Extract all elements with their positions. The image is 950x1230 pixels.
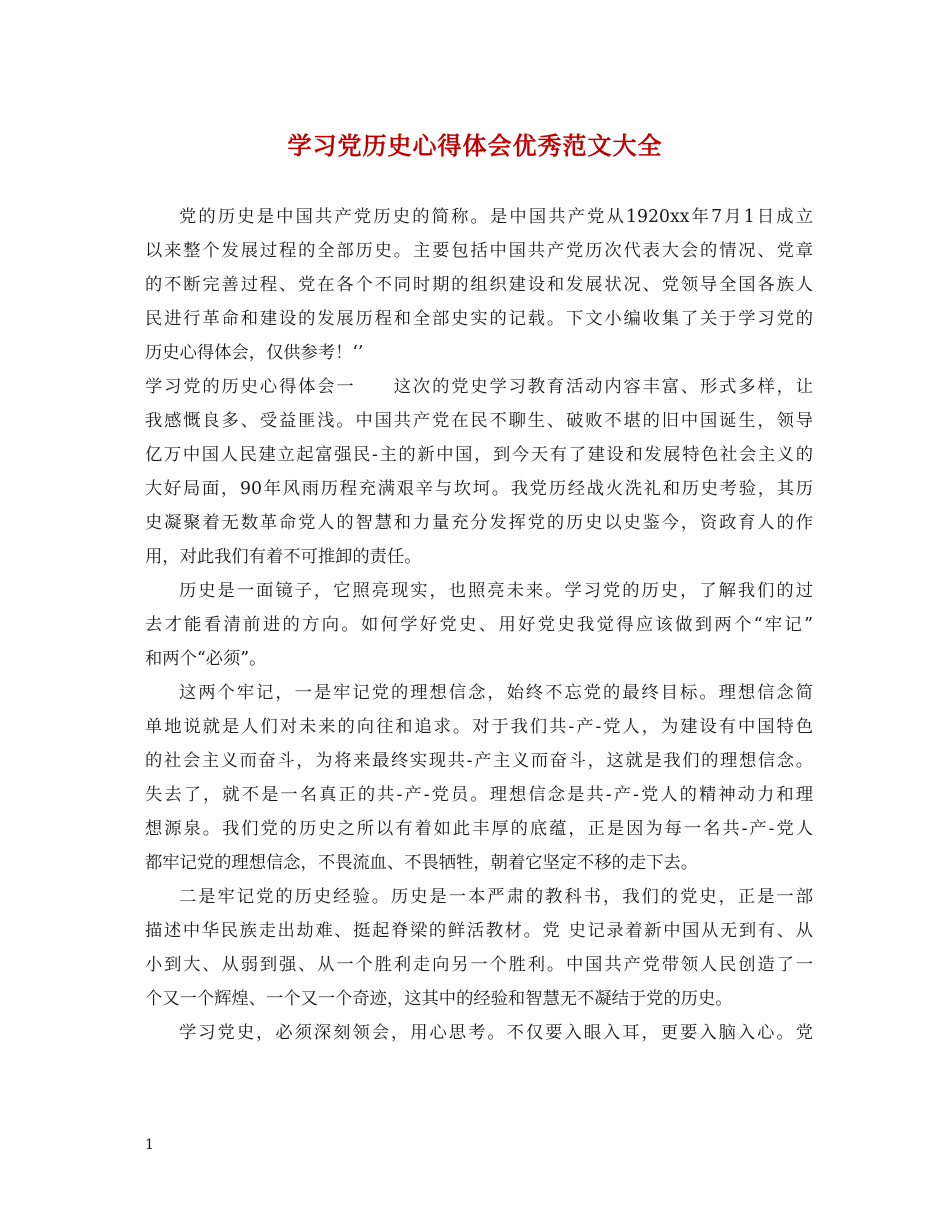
document-title: 学习党历史心得体会优秀范文大全	[287, 131, 663, 160]
paragraph-line: 民进行革命和建设的发展历程和全部史实的记载。下文小编收集了关于学习党的	[145, 309, 813, 329]
paragraph-line: 描述中华民族走出劫难、挺起脊梁的鲜活教材。党 史记录着新中国从无到有、从	[145, 921, 813, 941]
paragraph-line: 学习党的历史心得体会一 这次的党史学习教育活动内容丰富、形式多样，让	[145, 377, 813, 397]
paragraph-line: 这两个牢记，一是牢记党的理想信念，始终不忘党的最终目标。理想信念简	[179, 683, 813, 703]
paragraph-line: 和两个“必须”。	[145, 649, 267, 669]
page-number: 1	[145, 1137, 154, 1153]
paragraph-line: 学习党史，必须深刻领会，用心思考。不仅要入眼入耳，更要入脑入心。党	[179, 1023, 813, 1043]
paragraph-line: 历史心得体会，仅供参考！‘’	[145, 343, 364, 363]
paragraph-line: 史凝聚着无数革命党人的智慧和力量充分发挥党的历史以史鉴今，资政育人的作	[145, 513, 813, 533]
paragraph-line: 用，对此我们有着不可推卸的责任。	[145, 547, 422, 567]
paragraph-line: 党的历史是中国共产党历史的简称。是中国共产党从1920xx年7月1日成立	[179, 207, 813, 227]
paragraph-line: 失去了，就不是一名真正的共-产-党员。理想信念是共-产-党人的精神动力和理	[145, 785, 813, 805]
paragraph-line: 想源泉。我们党的历史之所以有着如此丰厚的底蕴，正是因为每一名共-产-党人	[145, 819, 813, 839]
paragraph-line: 都牢记党的理想信念，不畏流血、不畏牺牲，朝着它坚定不移的走下去。	[145, 853, 699, 873]
paragraph-line: 历史是一面镜子，它照亮现实，也照亮未来。学习党的历史，了解我们的过	[179, 581, 813, 601]
paragraph-line: 以来整个发展过程的全部历史。主要包括中国共产党历次代表大会的情况、党章	[145, 241, 813, 261]
paragraph-line: 大好局面，90年风雨历程充满艰辛与坎坷。我党历经战火洗礼和历史考验，其历	[145, 479, 813, 499]
paragraph-line: 我感慨良多、受益匪浅。中国共产党在民不聊生、破败不堪的旧中国诞生，领导	[145, 411, 813, 431]
paragraph-line: 二是牢记党的历史经验。历史是一本严肃的教科书，我们的党史，正是一部	[179, 887, 813, 907]
paragraph-line: 去才能看清前进的方向。如何学好党史、用好党史我觉得应该做到两个“牢记”	[145, 615, 813, 635]
paragraph-line: 小到大、从弱到强、从一个胜利走向另一个胜利。中国共产党带领人民创造了一	[145, 955, 813, 975]
paragraph-line: 单地说就是人们对未来的向往和追求。对于我们共-产-党人，为建设有中国特色	[145, 717, 813, 737]
document-body	[145, 200, 813, 1050]
paragraph-line: 个又一个辉煌、一个又一个奇迹，这其中的经验和智慧无不凝结于党的历史。	[145, 989, 733, 1009]
paragraph-line: 亿万中国人民建立起富强民-主的新中国，到今天有了建设和发展特色社会主义的	[145, 445, 813, 465]
paragraph-line: 的不断完善过程、党在各个不同时期的组织建设和发展状况、党领导全国各族人	[145, 275, 813, 295]
paragraph-line: 的社会主义而奋斗，为将来最终实现共-产主义而奋斗，这就是我们的理想信念。	[145, 751, 813, 771]
